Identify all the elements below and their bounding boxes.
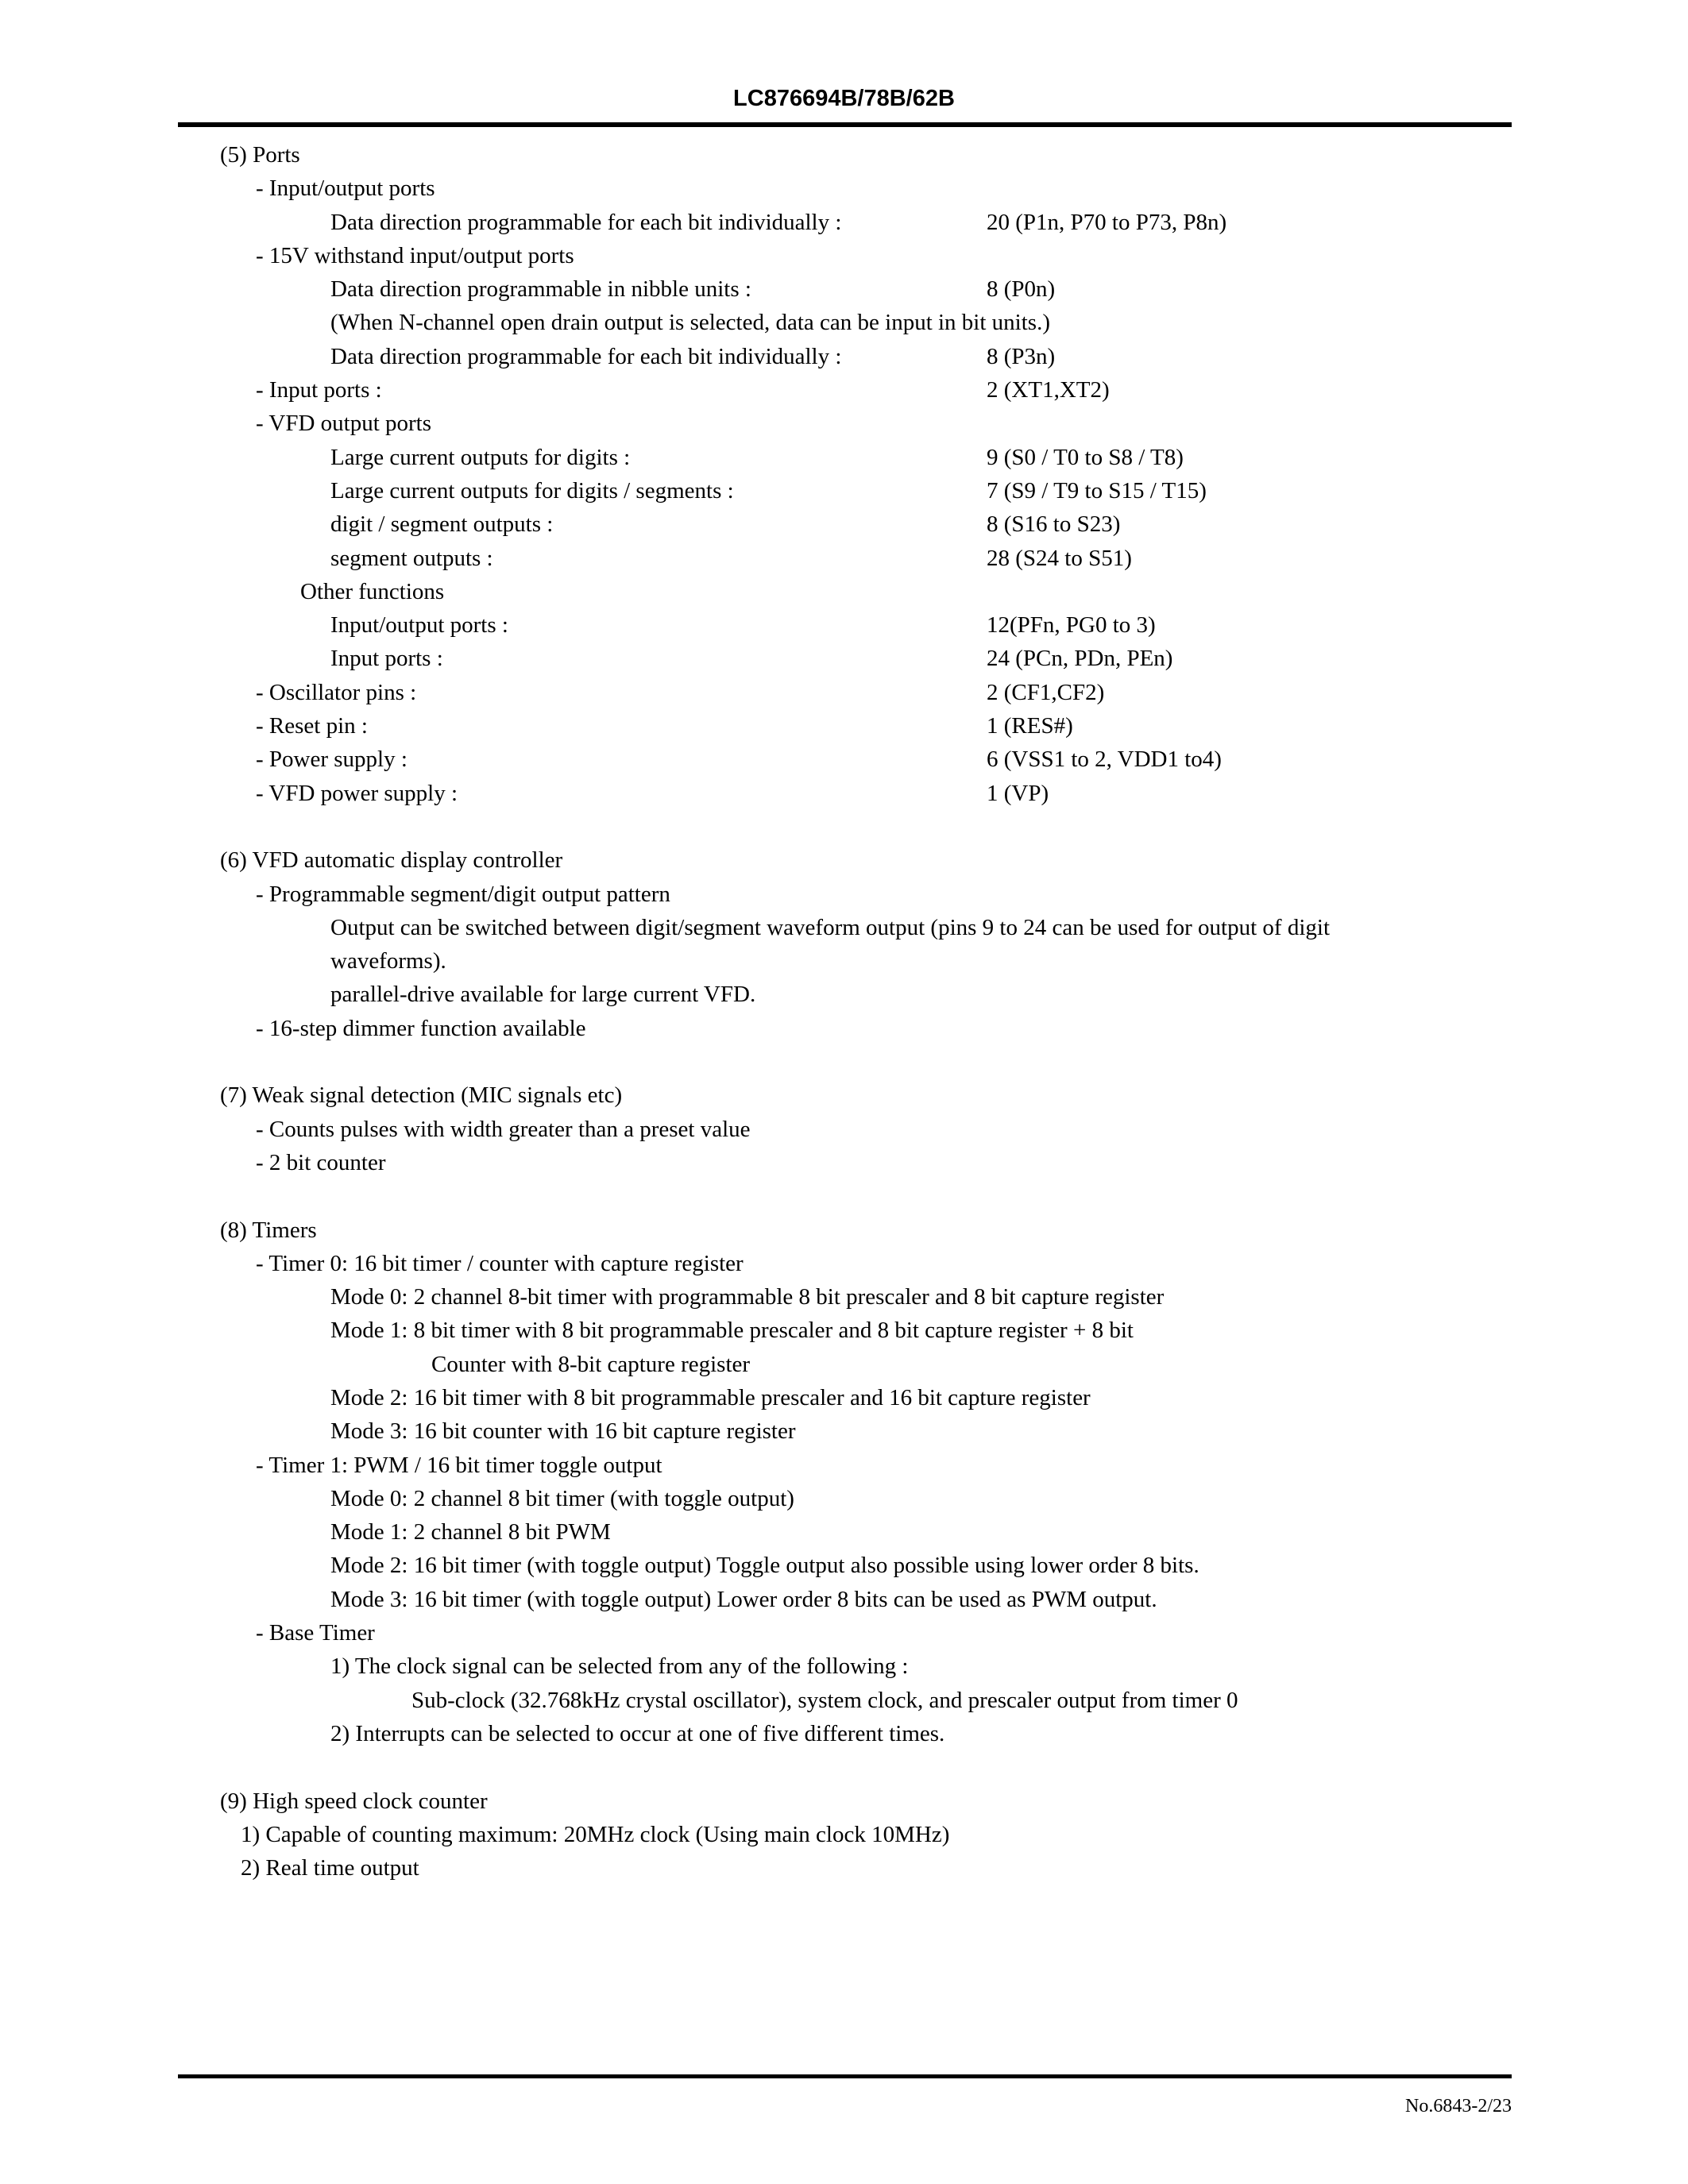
spec-label: Input ports : xyxy=(330,646,443,672)
document-title: LC876694B/78B/62B xyxy=(733,86,955,111)
spec-value: 6 (VSS1 to 2, VDD1 to4) xyxy=(987,747,1222,773)
mode-text: Mode 1: 8 bit timer with 8 bit programmable prescaler and 8 bit capture register + 8 bit xyxy=(330,1318,1134,1344)
spec-value: 8 (P0n) xyxy=(987,276,1056,303)
list-item: - Counts pulses with width greater than a preset value xyxy=(256,1116,751,1142)
paragraph-text: Output can be switched between digit/segment waveform output (pins 9 to 24 can be used for output of digit xyxy=(330,914,1331,940)
mode-text: Mode 2: 16 bit timer (with toggle output) Toggle output also possible using lower order 8 bits. xyxy=(330,1553,1199,1579)
list-item: - VFD output ports xyxy=(256,411,432,437)
header-rule xyxy=(178,122,1512,127)
spec-value: 20 (P1n, P70 to P73, P8n) xyxy=(987,209,1227,235)
weak-signal-section xyxy=(0,1078,1688,1112)
spec-value: 2 (XT1,XT2) xyxy=(987,377,1110,403)
spec-value: 12(PFn, PG0 to 3) xyxy=(987,612,1156,639)
spec-label: segment outputs : xyxy=(330,545,493,571)
spec-label: - VFD power supply : xyxy=(256,780,458,806)
spec-label: - Reset pin : xyxy=(256,713,368,739)
list-item: - Base Timer xyxy=(256,1620,375,1646)
list-item: 1) Capable of counting maximum: 20MHz clock (Using main clock 10MHz) xyxy=(241,1821,950,1847)
ports-section xyxy=(0,138,1688,172)
spec-value: 8 (P3n) xyxy=(987,343,1056,369)
list-item: 2) Interrupts can be selected to occur at one of five different times. xyxy=(330,1720,945,1746)
mode-text: Mode 2: 16 bit timer with 8 bit programmable prescaler and 16 bit capture register xyxy=(330,1384,1091,1410)
list-item: - Timer 1: PWM / 16 bit timer toggle output xyxy=(256,1452,662,1478)
paragraph-text: waveforms). xyxy=(330,948,446,974)
list-item: - Programmable segment/digit output pattern xyxy=(256,881,670,907)
page-number: No.6843-2/23 xyxy=(1405,2096,1512,2116)
paragraph-text: parallel-drive available for large current VFD. xyxy=(330,982,756,1008)
document-body xyxy=(0,138,1688,1885)
spec-label: Large current outputs for digits : xyxy=(330,444,631,470)
spec-value: 28 (S24 to S51) xyxy=(987,545,1132,571)
timers-section xyxy=(0,1214,1688,1247)
spec-label: digit / segment outputs : xyxy=(330,511,554,538)
spec-label: Data direction programmable for each bit individually : xyxy=(330,343,842,369)
spec-label: - Power supply : xyxy=(256,747,408,773)
list-item: - Input/output ports xyxy=(256,176,435,202)
mode-text: Mode 1: 2 channel 8 bit PWM xyxy=(330,1519,611,1545)
spec-value: 24 (PCn, PDn, PEn) xyxy=(987,646,1173,672)
spec-label: - Oscillator pins : xyxy=(256,679,417,705)
section-heading: (8) Timers xyxy=(220,1217,317,1243)
note-text: (When N-channel open drain output is selected, data can be input in bit units.) xyxy=(330,310,1050,336)
list-item: - 2 bit counter xyxy=(256,1149,386,1175)
mode-text: Mode 0: 2 channel 8-bit timer with programmable 8 bit prescaler and 8 bit capture register xyxy=(330,1284,1165,1310)
spec-value: 2 (CF1,CF2) xyxy=(987,679,1105,705)
spec-value: 1 (VP) xyxy=(987,780,1049,806)
mode-text: Counter with 8-bit capture register xyxy=(431,1351,751,1377)
mode-text: Mode 3: 16 bit counter with 16 bit capture register xyxy=(330,1418,796,1445)
list-item: 2) Real time output xyxy=(241,1855,419,1881)
spec-label: Input/output ports : xyxy=(330,612,508,639)
section-heading: (7) Weak signal detection (MIC signals etc) xyxy=(220,1082,623,1109)
spec-value: 1 (RES#) xyxy=(987,713,1073,739)
list-item: - 16-step dimmer function available xyxy=(256,1015,586,1041)
section-heading: (6) VFD automatic display controller xyxy=(220,847,563,874)
footer-rule xyxy=(178,2074,1512,2078)
paragraph-text: Sub-clock (32.768kHz crystal oscillator), system clock, and prescaler output from timer 0 xyxy=(411,1687,1238,1713)
spec-label: Data direction programmable in nibble units : xyxy=(330,276,751,303)
spec-value: 9 (S0 / T0 to S8 / T8) xyxy=(987,444,1184,470)
subheading: Other functions xyxy=(300,578,445,604)
mode-text: Mode 0: 2 channel 8 bit timer (with toggle output) xyxy=(330,1485,794,1511)
list-item: 1) The clock signal can be selected from any of the following : xyxy=(330,1653,909,1680)
vfd-section xyxy=(0,843,1688,877)
spec-label: Data direction programmable for each bit individually : xyxy=(330,209,842,235)
section-heading: (9) High speed clock counter xyxy=(220,1788,488,1814)
spec-value: 7 (S9 / T9 to S15 / T15) xyxy=(987,477,1207,504)
section-heading: (5) Ports xyxy=(220,142,300,168)
list-item: - 15V withstand input/output ports xyxy=(256,242,574,268)
list-item: - Timer 0: 16 bit timer / counter with capture register xyxy=(256,1250,744,1276)
hscc-section xyxy=(0,1785,1688,1818)
spec-value: 8 (S16 to S23) xyxy=(987,511,1121,538)
spec-label: - Input ports : xyxy=(256,377,382,403)
spec-label: Large current outputs for digits / segments : xyxy=(330,477,734,504)
mode-text: Mode 3: 16 bit timer (with toggle output) Lower order 8 bits can be used as PWM output. xyxy=(330,1586,1157,1612)
